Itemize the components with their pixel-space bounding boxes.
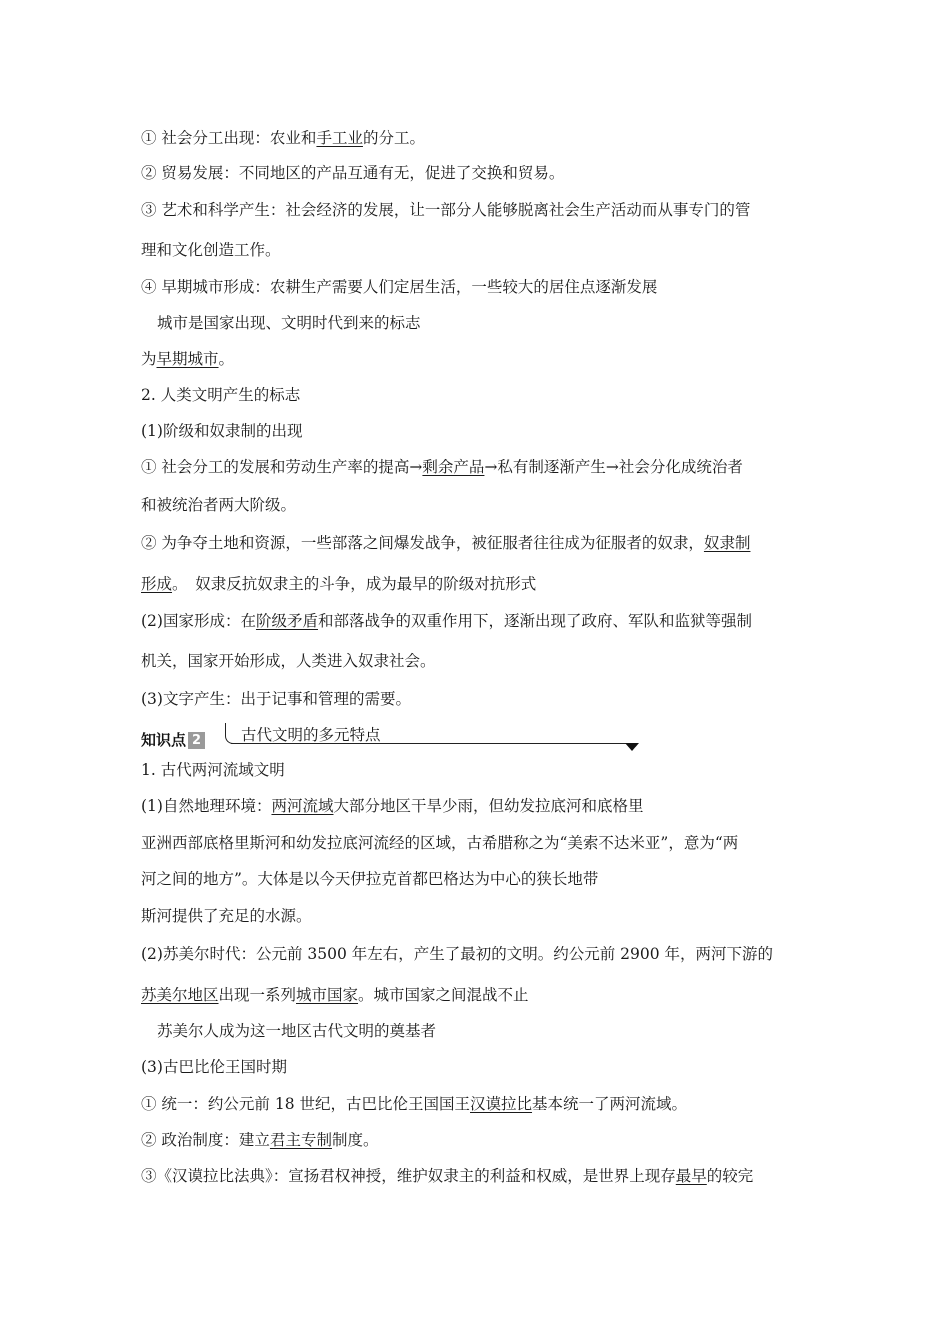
text-line xyxy=(141,651,436,671)
text-line xyxy=(141,1057,287,1077)
underlined-answer: 奴隶制 xyxy=(703,534,751,552)
underlined-answer: 苏美尔地区 xyxy=(141,986,219,1004)
text-line xyxy=(141,985,529,1005)
text-line xyxy=(141,163,564,183)
text-segment: ③ 艺术和科学产生：社会经济的发展，让一部分人能够脱离社会生产活动而从事专门的管 xyxy=(141,201,751,219)
text-segment: ① 社会分工出现：农业和 xyxy=(141,129,317,147)
underlined-answer: 形成 xyxy=(141,575,173,593)
text-line xyxy=(141,240,281,260)
text-segment: (3)古巴比伦王国时期 xyxy=(141,1058,287,1076)
text-segment: 亚洲西部底格里斯河和幼发拉底河流经的区域，古希腊称之为“美索不达米亚”，意为“两 xyxy=(141,834,739,852)
text-segment: 的较完 xyxy=(706,1167,754,1185)
text-segment: ④ 早期城市形成：农耕生产需要人们定居生活，一些较大的居住点逐渐发展 xyxy=(141,278,658,296)
text-segment: ① 社会分工的发展和劳动生产率的提高→ xyxy=(141,458,423,476)
text-segment: 大部分地区干旱少雨，但幼发拉底河和底格里 xyxy=(333,797,644,815)
text-line xyxy=(141,833,738,853)
text-line xyxy=(141,495,296,515)
text-line xyxy=(141,457,743,477)
text-segment: (2)国家形成：在 xyxy=(141,612,256,630)
text-segment: ② 为争夺土地和资源，一些部落之间爆发战争，被征服者往往成为征服者的奴隶， xyxy=(141,534,704,552)
text-segment: 苏美尔人成为这一地区古代文明的奠基者 xyxy=(157,1022,437,1040)
text-segment: ③《汉谟拉比法典》：宣扬君权神授，维护奴隶主的利益和权威，是世界上现存 xyxy=(141,1167,676,1185)
text-segment: (2)苏美尔时代：公元前 3500 年左右，产生了最初的文明。约公元前 2900 年，两河下游的 xyxy=(141,945,774,963)
text-segment: 。 奴隶反抗奴隶主的斗争，成为最早的阶级对抗形式 xyxy=(172,575,537,593)
knowledge-point-label: 知识点 2 xyxy=(141,729,205,750)
text-segment: ② 贸易发展：不同地区的产品互通有无，促进了交换和贸易。 xyxy=(141,164,565,182)
underlined-answer: 君主专制 xyxy=(269,1131,332,1149)
text-line xyxy=(141,944,773,964)
text-line xyxy=(141,385,300,405)
text-segment: ② 政治制度：建立 xyxy=(141,1131,270,1149)
text-line xyxy=(141,200,750,220)
knowledge-point-title: 古代文明的多元特点 xyxy=(241,726,381,744)
underlined-answer: 最早 xyxy=(675,1167,707,1185)
text-line xyxy=(141,906,312,926)
text-line xyxy=(141,1166,753,1186)
text-segment: 和部落战争的双重作用下，逐渐出现了政府、军队和监狱等强制 xyxy=(317,612,752,630)
text-segment: 和被统治者两大阶级。 xyxy=(141,496,297,514)
text-segment: 斯河提供了充足的水源。 xyxy=(141,907,312,925)
text-segment: 出现一系列 xyxy=(218,986,297,1004)
text-segment: (1)自然地理环境： xyxy=(141,797,272,815)
text-segment: 。 xyxy=(218,350,235,368)
underlined-answer: 手工业 xyxy=(316,129,363,147)
text-line xyxy=(157,1021,436,1041)
text-segment: 1. 古代两河流域文明 xyxy=(141,761,285,779)
text-line xyxy=(141,796,644,816)
text-segment: 为 xyxy=(141,350,157,368)
text-line xyxy=(141,611,752,631)
text-segment: 制度。 xyxy=(331,1131,379,1149)
text-segment: 城市是国家出现、文明时代到来的标志 xyxy=(157,314,421,332)
text-segment: ① 统一：约公元前 18 世纪，古巴比伦王国国王 xyxy=(141,1095,471,1113)
triangle-marker-icon xyxy=(625,743,639,751)
text-segment: 理和文化创造工作。 xyxy=(141,241,281,259)
text-segment: (3)文字产生：出于记事和管理的需要。 xyxy=(141,690,411,708)
text-line xyxy=(141,128,425,148)
underlined-answer: 汉谟拉比 xyxy=(470,1095,533,1113)
text-line xyxy=(141,277,657,297)
text-segment: 基本统一了两河流域。 xyxy=(532,1095,688,1113)
text-line xyxy=(141,869,598,889)
text-segment: 的分工。 xyxy=(362,129,425,147)
underlined-answer: 两河流域 xyxy=(271,797,334,815)
text-line xyxy=(141,760,285,780)
underlined-answer: 剩余产品 xyxy=(422,458,485,476)
text-line xyxy=(141,574,536,594)
underlined-answer: 早期城市 xyxy=(156,350,219,368)
knowledge-point-number: 2 xyxy=(188,732,205,749)
text-line xyxy=(141,1130,378,1150)
text-segment: 机关，国家开始形成，人类进入奴隶社会。 xyxy=(141,652,436,670)
text-line xyxy=(141,349,234,369)
text-segment: 河之间的地方”。大体是以今天伊拉克首都巴格达为中心的狭长地带 xyxy=(141,870,599,888)
underlined-answer: 阶级矛盾 xyxy=(255,612,318,630)
text-line xyxy=(141,1094,687,1114)
text-segment: (1)阶级和奴隶制的出现 xyxy=(141,422,303,440)
text-line xyxy=(141,421,302,441)
knowledge-point-header xyxy=(141,723,641,755)
text-line xyxy=(157,313,421,333)
text-line xyxy=(141,533,750,553)
text-segment: 。城市国家之间混战不止 xyxy=(358,986,529,1004)
text-line xyxy=(141,689,411,709)
header-bracket-decoration xyxy=(225,723,234,744)
text-segment: 2. 人类文明产生的标志 xyxy=(141,386,301,404)
underlined-answer: 城市国家 xyxy=(296,986,359,1004)
text-segment: →私有制逐渐产生→社会分化成统治者 xyxy=(484,458,743,476)
